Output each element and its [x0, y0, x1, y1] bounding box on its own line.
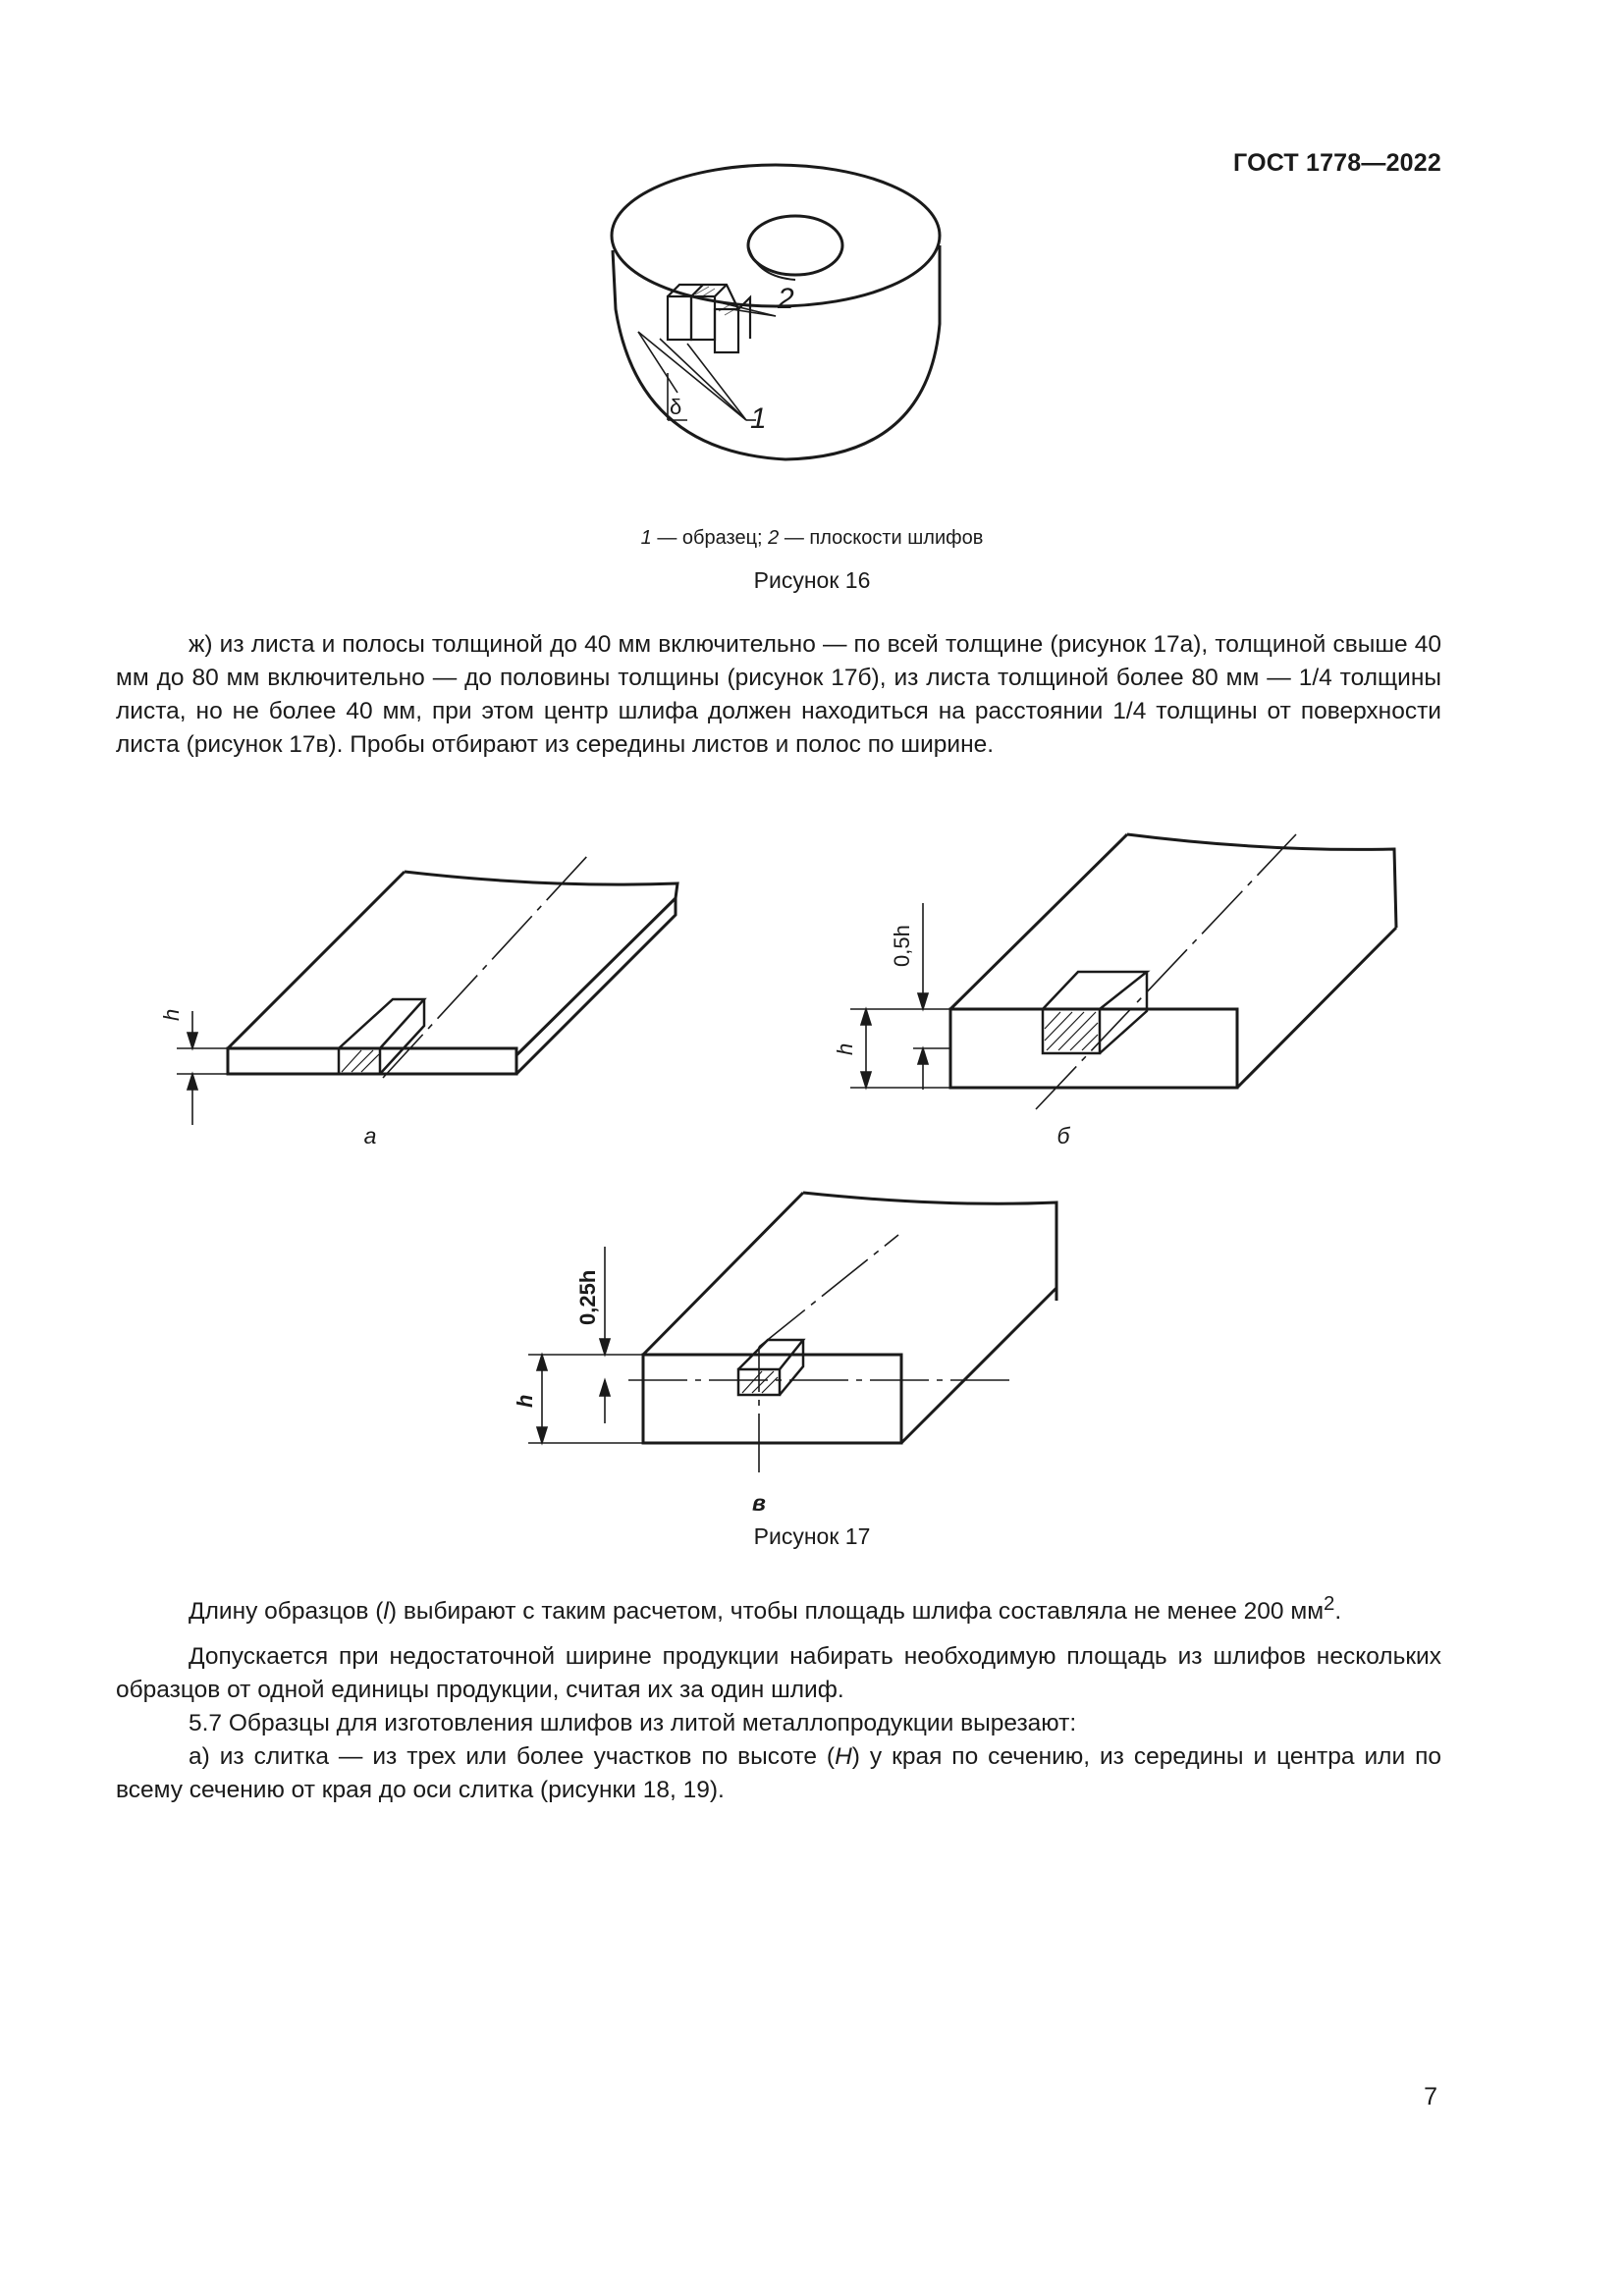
length-sup: 2	[1324, 1593, 1335, 1615]
fig17v-dim-h: h	[513, 1394, 537, 1408]
figure-16-title: Рисунок 16	[753, 567, 871, 593]
paragraph-length	[116, 1587, 1441, 1629]
figure-17a-sample	[339, 999, 424, 1074]
legend-text-1: — образец;	[651, 527, 769, 549]
fig17a-dim-h: h	[159, 1008, 184, 1021]
figure-17v-block	[643, 1193, 1056, 1443]
item-a-post: ) у края по сечению, из середины и центра или по всему сечению от края до оси слитка (рисунки 18, 19).	[116, 1743, 1441, 1804]
figure-17b-block	[950, 834, 1396, 1088]
figure-17-title: Рисунок 17	[753, 1523, 871, 1549]
legend-text-2: — плоскости шлифов	[779, 527, 984, 549]
paragraph-zh-text: ж) из листа и полосы толщиной до 40 мм включительно — по всей толщине (рисунок 17а), толщиной свыше 40 мм до 80 мм включительно — до половины толщины (рисунок 17б), из листа толщиной более 80 мм — 1/4 толщины листа, но не более 40 мм, при этом центр шлифа должен находиться на расстоянии 1/4 толщины от поверхности листа (рисунок 17в). Пробы отбирают из середины листов и полос по ширине.	[116, 631, 1441, 758]
label-delta: δ	[670, 395, 682, 419]
figure-17v-label: в	[752, 1490, 766, 1516]
label-2: 2	[778, 283, 794, 315]
length-var: l	[383, 1598, 389, 1626]
paragraph-allowed: Допускается при недостаточной ширине продукции набирать необходимую площадь из шлифов нескольких образцов от одной единицы продукции, считая их за один шлиф.	[116, 1643, 1441, 1704]
item-a-pre: а) из слитка — из трех или более участков по высоте (	[189, 1743, 836, 1771]
length-end: .	[1334, 1598, 1342, 1626]
figure-17b-label: б	[1056, 1123, 1070, 1148]
document-code: ГОСТ 1778—2022	[1233, 149, 1441, 177]
item-a-var: H	[835, 1743, 852, 1771]
paragraph-item-a	[116, 1740, 1441, 1807]
body-paragraphs	[116, 1587, 1441, 1807]
page-number: 7	[1424, 2083, 1437, 2110]
fig17v-dim-top: 0,25h	[575, 1269, 600, 1325]
length-pre: Длину образцов (	[189, 1598, 384, 1626]
figure-17a-plate	[228, 872, 677, 1074]
legend-num-1: 1	[640, 527, 652, 549]
paragraph-5-7: 5.7 Образцы для изготовления шлифов из литой металлопродукции вырезают:	[189, 1710, 1077, 1737]
length-post: ) выбирают с таким расчетом, чтобы площадь шлифа составляла не менее 200 мм	[388, 1598, 1325, 1626]
label-1: 1	[750, 402, 767, 435]
fig17b-dim-top: 0,5h	[890, 925, 914, 967]
legend-num-2: 2	[768, 527, 780, 549]
fig17b-dim-h: h	[833, 1042, 857, 1055]
figure-17a-label: а	[363, 1123, 377, 1148]
